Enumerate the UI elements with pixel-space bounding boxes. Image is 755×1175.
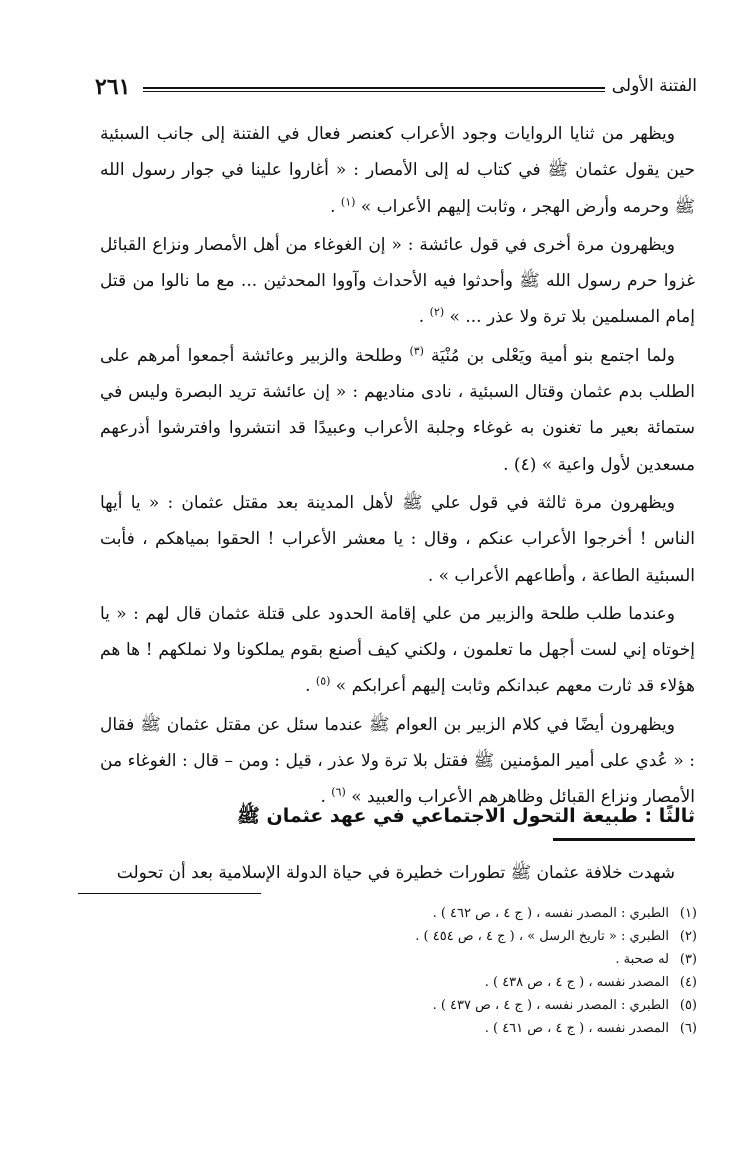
- footnote-ref[interactable]: (٥): [315, 674, 331, 688]
- paragraph-5: [100, 596, 695, 705]
- footnote-item: [100, 948, 697, 971]
- paragraph-end: وطلحة والزبير وعائشة أجمعوا أمرهم على الطلب بدم عثمان وقتال السبئية ، نادى مناديهم : « إن عائشة تريد البصرة وليس في ستمائة بعير ما تغنون به غوغاء وجلبة الأعراب وعبيدًا قد انتشروا وافترشوا أذرعهم مسعدين لأول واعية » (٤) .: [100, 345, 695, 475]
- footnote-number: (٦): [679, 1021, 697, 1036]
- footnotes: [100, 902, 697, 1040]
- footnote-text: الطبري : المصدر نفسه ، ( ج ٤ ، ص ٤٦٢ ) .: [432, 906, 669, 921]
- page-number: ٢٦١: [95, 74, 131, 100]
- footnote-item: [100, 925, 697, 948]
- footnote-number: (٢): [679, 929, 697, 944]
- header-rule-thin: [143, 91, 605, 92]
- footnote-text: المصدر نفسه ، ( ج ٤ ، ص ٤٣٨ ) .: [484, 975, 669, 990]
- paragraph-1: [100, 116, 695, 225]
- footnote-item: [100, 971, 697, 994]
- footnote-text: الطبري : المصدر نفسه ، ( ج ٤ ، ص ٤٣٧ ) .: [432, 998, 669, 1013]
- running-title: الفتنة الأولى: [611, 76, 697, 96]
- paragraph-end: .: [320, 787, 332, 808]
- paragraph-end: .: [330, 196, 341, 217]
- paragraph-text: ولما اجتمع بنو أمية ويَعْلى بن مُنْيَة: [423, 345, 675, 366]
- footnote-ref[interactable]: (٦): [331, 785, 346, 799]
- paragraph-text: ويظهرون مرة ثالثة في قول علي ﷺ لأهل المدينة بعد مقتل عثمان : « يا أيها الناس ! أخرجوا الأعراب عنكم ، وقال : يا معشر الأعراب ! الحقوا بمياهكم ، فأبت السبئية الطاعة ، وأطاعهم الأعراب » .: [100, 492, 695, 586]
- section-paragraph: شهدت خلافة عثمان ﷺ تطورات خطيرة في حياة الدولة الإسلامية بعد أن تحولت: [116, 863, 675, 883]
- paragraph-text: وعندما طلب طلحة والزبير من علي إقامة الحدود على قتلة عثمان قال لهم : « يا إخوتاه إني لست أجهل ما تعلمون ، ولكني كيف أصنع بقوم يملكونا ولا نملكهم ! ها هم هؤلاء قد ثارت معهم عبدانكم وثابت إليهم أعرابكم »: [100, 603, 695, 697]
- section-three: [100, 800, 695, 893]
- footnote-ref[interactable]: (١): [340, 194, 356, 208]
- paragraph-2: [100, 227, 695, 336]
- footnote-text: له صحبة .: [615, 952, 669, 967]
- footnote-number: (١): [679, 906, 697, 921]
- header-rule: [143, 87, 605, 89]
- paragraph-text: ويظهر من ثنايا الروايات وجود الأعراب كعنصر فعال في الفتنة إلى جانب السبئية حين يقول عثمان ﷺ في كتاب له إلى الأمصار : « أغاروا علينا في جوار رسول الله ﷺ وحرمه وأرض الهجر ، وثابت إليهم الأعراب »: [100, 124, 695, 217]
- paragraph-text: ويظهرون مرة أخرى في قول عائشة : « إن الغوغاء من أهل الأمصار ونزاع القبائل غزوا حرم رسول الله ﷺ وأحدثوا فيه الأحداث وآووا المحدثين ... مع ما نالوا من قتل إمام المسلمين بلا ترة ولا عذر ... »: [100, 234, 695, 328]
- footnote-item: [100, 902, 697, 925]
- section-heading: ثالثًا : طبيعة التحول الاجتماعي في عهد عثمان ﷺ: [236, 805, 695, 827]
- running-header: [95, 74, 697, 104]
- footnote-ref[interactable]: (٢): [429, 305, 445, 319]
- footnote-number: (٣): [679, 952, 697, 967]
- paragraph-4: [100, 485, 695, 594]
- paragraph-end: .: [418, 307, 430, 328]
- paragraph-end: .: [305, 676, 316, 697]
- footnote-number: (٥): [679, 998, 697, 1013]
- footnote-text: المصدر نفسه ، ( ج ٤ ، ص ٤٦١ ) .: [484, 1021, 669, 1036]
- footnote-ref[interactable]: (٣): [409, 344, 424, 358]
- footnote-text: الطبري : « تاريخ الرسل » ، ( ج ٤ ، ص ٤٥٤ ) .: [415, 929, 669, 944]
- footnote-item: [100, 1017, 697, 1040]
- main-text: [100, 116, 695, 818]
- paragraph-3: [100, 338, 695, 483]
- paragraph-text: ويظهرون أيضًا في كلام الزبير بن العوام ﷺ عندما سئل عن مقتل عثمان ﷺ فقال : « عُدي على أمير المؤمنين ﷺ فقتل بلا ترة ولا عذر ، قيل : ومن – قال : الغوغاء من الأمصار ونزاع القبائل وظاهرهم الأعراب والعبيد »: [100, 714, 695, 808]
- footnote-item: [100, 994, 697, 1017]
- heading-underline: [553, 838, 695, 841]
- footnote-number: (٤): [679, 975, 697, 990]
- footnote-separator: [78, 893, 261, 894]
